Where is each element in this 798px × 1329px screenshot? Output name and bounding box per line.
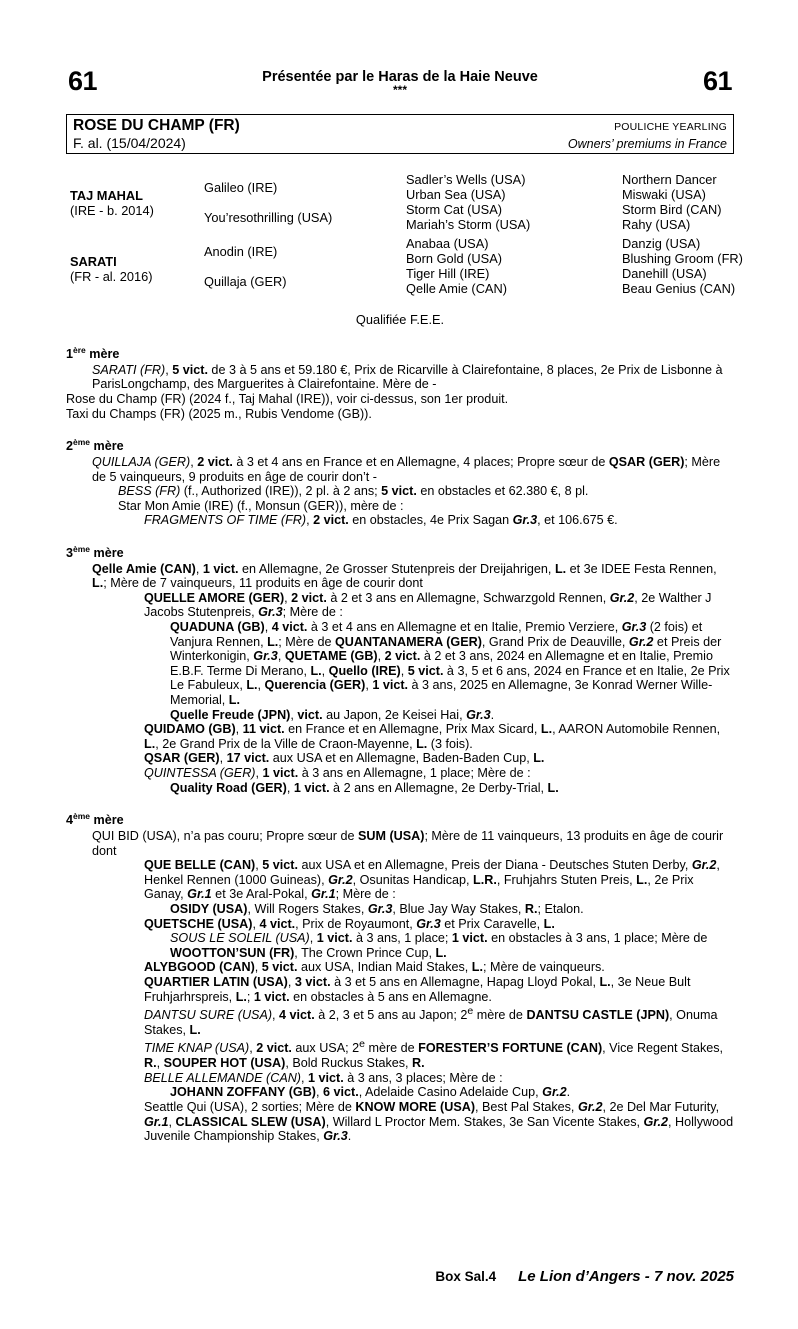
page-header (66, 60, 734, 108)
sex-age-label: POULICHE YEARLING (614, 121, 727, 133)
pedigree-line: TIME KNAP (USA), 2 vict. aux USA; 2e mère de FORESTER’S FORTUNE (CAN), Vice Regent Stakes, R., SOUPER HOT (USA), Bold Ruckus Stakes, R. (144, 1038, 724, 1071)
pedigree-line: QUELLE AMORE (GER), 2 vict. à 2 et 3 ans en Allemagne, Schwarzgold Rennen, Gr.2, 2e Walther J Jacobs Stutenpreis, Gr.3; Mère de : (144, 590, 712, 620)
pedigree-text (66, 343, 734, 1144)
pedigree-line: QUINTESSA (GER), 1 vict. à 3 ans en Allemagne, 1 place; Mère de : (144, 766, 531, 780)
pedigree-line: Quality Road (GER), 1 vict. à 2 ans en Allemagne, 2e Derby-Trial, L. (170, 780, 559, 795)
owners-premiums: Owners’ premiums in France (567, 137, 727, 151)
pedigree-line: FRAGMENTS OF TIME (FR), 2 vict. en obstacles, 4e Prix Sagan Gr.3, et 106.675 €. (144, 513, 618, 528)
pedigree-line: QUI BID (USA), n’a pas couru; Propre sœur de SUM (USA); Mère de 11 vainqueurs, 13 produits en âge de courir dont (92, 828, 724, 858)
pedigree-line: JOHANN ZOFFANY (GB), 6 vict., Adelaide Casino Adelaide Cup, Gr.2. (170, 1085, 571, 1100)
pedigree-gen2-4: Quillaja (GER) (204, 274, 287, 289)
pedigree-gen3-4: Mariah’s Storm (USA) (406, 217, 531, 232)
dam-name: SARATI (70, 254, 117, 269)
box-number: Box Sal.4 (435, 1269, 497, 1284)
pedigree-line: QUE BELLE (CAN), 5 vict. aux USA et en Allemagne, Preis der Diana - Deutsches Stuten Derby, Gr.2, Henkel Rennen (1000 Guineas), Gr.2, Osunitas Handicap, L.R., Fruhjahrs Stuten Preis, L., 2e Prix Ganay, Gr.1 et 3e Aral-Pokal, Gr.1; Mère de : (144, 858, 720, 902)
pedigree-gen3-5: Anabaa (USA) (406, 236, 489, 251)
generation-3-title: 3ème mère (66, 543, 124, 561)
pedigree-gen3-3: Storm Cat (USA) (406, 202, 502, 217)
pedigree-gen2-1: Galileo (IRE) (204, 180, 278, 195)
pedigree-line: Qelle Amie (CAN), 1 vict. en Allemagne, 2e Grosser Stutenpreis der Dreijahrigen, L. et 3e IDEE Festa Rennen, L.; Mère de 7 vainqueurs, 11 produits en âge de courir dont (92, 561, 717, 591)
pedigree-gen4-7: Danehill (USA) (622, 266, 707, 281)
pedigree-line: QSAR (GER), 17 vict. aux USA et en Allemagne, Baden-Baden Cup, L. (144, 751, 545, 766)
catalog-number-right: 61 (702, 66, 732, 96)
horse-name: ROSE DU CHAMP (FR) (73, 117, 240, 134)
pedigree-line: QUIDAMO (GB), 11 vict. en France et en Allemagne, Prix Max Sicard, L., AARON Automobile Rennen, L., 2e Grand Prix de la Ville de Craon-Mayenne, L. (3 fois). (144, 722, 721, 751)
pedigree-gen4-1: Northern Dancer (622, 172, 717, 187)
pedigree-line: ALYBGOOD (CAN), 5 vict. aux USA, Indian Maid Stakes, L.; Mère de vainqueurs. (144, 960, 605, 975)
pedigree-gen4-5: Danzig (USA) (622, 236, 701, 251)
pedigree-line: QUETSCHE (USA), 4 vict., Prix de Royaumont, Gr.3 et Prix Caravelle, L. (144, 916, 555, 931)
pedigree-line: OSIDY (USA), Will Rogers Stakes, Gr.3, Blue Jay Way Stakes, R.; Etalon. (170, 901, 584, 916)
horse-name-box (66, 114, 734, 154)
pedigree-gen3-7: Tiger Hill (IRE) (406, 266, 490, 281)
dam-details: (FR - al. 2016) (70, 269, 153, 284)
pedigree-line: QUILLAJA (GER), 2 vict. à 3 et 4 ans en France et en Allemagne, 4 places; Propre sœur de QSAR (GER); Mère de 5 vainqueurs, 9 produits en âge de courir don’t - (92, 454, 721, 484)
pedigree-gen3-8: Qelle Amie (CAN) (406, 281, 507, 296)
pedigree-gen4-2: Miswaki (USA) (622, 187, 706, 202)
pedigree-gen4-3: Storm Bird (CAN) (622, 202, 722, 217)
pedigree-gen4-4: Rahy (USA) (622, 217, 691, 232)
generation-1-title: 1ère mère (66, 345, 120, 362)
pedigree-gen2-3: Anodin (IRE) (204, 244, 278, 259)
sire-details: (IRE - b. 2014) (70, 203, 154, 218)
pedigree-gen2-2: You’resothrilling (USA) (204, 210, 333, 225)
pedigree-gen4-6: Blushing Groom (FR) (622, 251, 743, 266)
presented-by: Présentée par le Haras de la Haie Neuve (262, 69, 538, 85)
pedigree-line: Star Mon Amie (IRE) (f., Monsun (GER)), mère de : (118, 498, 404, 513)
sire-name: TAJ MAHAL (70, 188, 143, 203)
pedigree-line: BELLE ALLEMANDE (CAN), 1 vict. à 3 ans, 3 places; Mère de : (144, 1070, 503, 1085)
generation-4-title: 4ème mère (66, 811, 124, 828)
pedigree-gen4-8: Beau Genius (CAN) (622, 281, 736, 296)
generation-2-title: 2ème mère (66, 437, 124, 454)
page-content (66, 60, 743, 1144)
stars-rating: *** (392, 83, 407, 97)
pedigree-line: Taxi du Champs (FR) (2025 m., Rubis Vendome (GB)). (66, 406, 372, 421)
qualification-note: Qualifiée F.E.E. (355, 312, 445, 327)
pedigree-line: QUADUNA (GB), 4 vict. à 3 et 4 ans en Allemagne et en Italie, Premio Verziere, Gr.3 (2 fois) et Vanjura Rennen, L.; Mère de QUANTANAMERA (GER), Grand Prix de Deauville, Gr.2 et Preis der Winterkonigin, Gr.3, QUETAME (GB), 2 vict. à 2 et 3 ans, 2024 en Allemagne et en Italie, Premio E.B.F. Terme Di Merano, L., Quello (IRE), 5 vict. à 3, 5 et 6 ans, 2024 en France et en Italie, 2e Prix Le Fabuleux, L., Querencia (GER), 1 vict. à 3 ans, 2025 en Allemagne, 3e Konrad Werner Wille-Memorial, L. (170, 620, 730, 708)
pedigree-gen3-6: Born Gold (USA) (406, 251, 503, 266)
pedigree-line: SOUS LE SOLEIL (USA), 1 vict. à 3 ans, 1 place; 1 vict. en obstacles à 3 ans, 1 place; Mère de WOOTTON’SUN (FR), The Crown Prince Cup, L. (170, 931, 708, 960)
horse-description: F. al. (15/04/2024) (73, 135, 186, 151)
pedigree-gen3-2: Urban Sea (USA) (406, 187, 506, 202)
pedigree-line: SARATI (FR), 5 vict. de 3 à 5 ans et 59.180 €, Prix de Ricarville à Clairefontaine, 8 places, 2e Prix de Lisbonne à ParisLongchamp, des Marguerites à Clairefontaine. Mère de - (92, 362, 723, 392)
pedigree-line: Quelle Freude (JPN), vict. au Japon, 2e Keisei Hai, Gr.3. (170, 707, 495, 722)
pedigree-line: DANTSU SURE (USA), 4 vict. à 2, 3 et 5 ans au Japon; 2e mère de DANTSU CASTLE (JPN), Onuma Stakes, L. (144, 1005, 718, 1037)
pedigree-line: Seattle Qui (USA), 2 sorties; Mère de KNOW MORE (USA), Best Pal Stakes, Gr.2, 2e Del Mar Futurity, Gr.1, CLASSICAL SLEW (USA), Willard L Proctor Mem. Stakes, 3e San Vicente Stakes, Gr.2, Hollywood Juvenile Championship Stakes, Gr.3. (144, 1100, 734, 1144)
pedigree-gen3-1: Sadler’s Wells (USA) (406, 172, 526, 187)
pedigree-line: BESS (FR) (f., Authorized (IRE)), 2 pl. à 2 ans; 5 vict. en obstacles et 62.380 €, 8 pl. (118, 484, 589, 499)
catalog-number-left: 61 (68, 66, 98, 96)
pedigree-line: Rose du Champ (FR) (2024 f., Taj Mahal (IRE)), voir ci-dessus, son 1er produit. (66, 391, 509, 406)
sale-location-date: Le Lion d’Angers - 7 nov. 2025 (518, 1268, 734, 1285)
pedigree-table (66, 172, 743, 306)
pedigree-line: QUARTIER LATIN (USA), 3 vict. à 3 et 5 ans en Allemagne, Hapag Lloyd Pokal, L., 3e Neue Bult Fruhjarhrspreis, L.; 1 vict. en obstacles à 5 ans en Allemagne. (144, 974, 691, 1004)
page-footer (66, 1268, 734, 1285)
